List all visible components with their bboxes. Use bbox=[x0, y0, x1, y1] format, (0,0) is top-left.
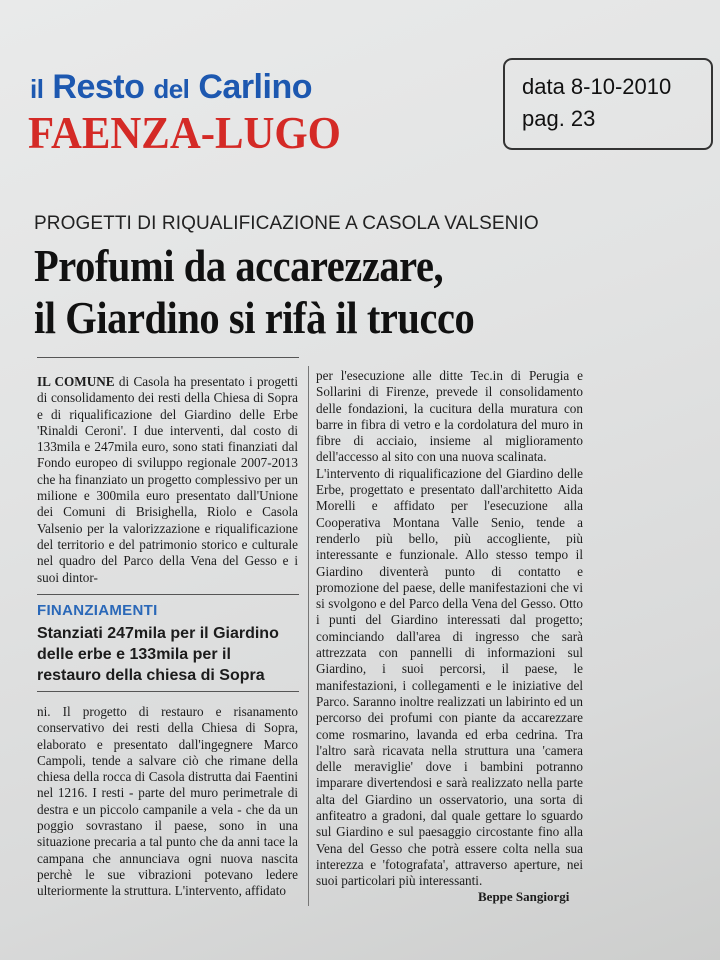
column-top-rule bbox=[37, 357, 299, 358]
masthead-name-1: Resto bbox=[52, 68, 145, 106]
column-1-continued-text: ni. Il progetto di restauro e risanamento conservativo dei resti della Chiesa di Sopra, elaborato e presentato dall'ingegnere Marco Campoli, tende a salvare ciò che rimane della chiesa della rocca di Casola distrutta dai Faentini nel 1216. I resti - parte del muro perimetrale di destra e un piccolo campanile a vela - che da un poggio sovrastano il paese, sono in una situazione precaria a tal punto che da anni tace la campana che annunciava ogni nuova nascita perchè le sue vibrazioni potevano ledere ulteriormente la struttura. L'intervento, affidato bbox=[37, 704, 298, 899]
masthead-prefix: il bbox=[30, 74, 44, 104]
box-bottom-rule bbox=[37, 691, 299, 692]
column-2-body bbox=[316, 368, 583, 890]
masthead-name-2: Carlino bbox=[198, 68, 312, 106]
masthead-title bbox=[30, 68, 312, 107]
box-title: FINANZIAMENTI bbox=[37, 602, 158, 619]
column-divider bbox=[308, 366, 309, 906]
stamp-page: pag. 23 bbox=[522, 106, 596, 131]
column-1-body bbox=[37, 374, 298, 586]
article-kicker: PROGETTI DI RIQUALIFICAZIONE A CASOLA VALSENIO bbox=[34, 213, 539, 234]
article-lead: IL COMUNE bbox=[37, 374, 115, 389]
stamp-date: data 8-10-2010 bbox=[522, 74, 672, 99]
headline-line-2: il Giardino si rifà il trucco bbox=[34, 292, 475, 343]
column-1-text: di Casola ha presentato i progetti di consolidamento dei resti della Chiesa di Sopra e di riqualificazione del Giardino delle Erbe 'Rinaldi Ceroni'. I due interventi, dal costo di 133mila e 247mila euro, sono stati finanziati dal Fondo europeo di sviluppo regionale 2007-2013 che ha finanziato un progetto complessivo per un milione e 300mila euro presentato dall'Unione dei Comuni di Brisighella, Riolo e Casola Valsenio per la valorizzazione e riqualificazione del territorio e del patrimonio storico e culturale nel quadro del Parco della Vena del Gesso e i suoi dintor- bbox=[37, 374, 298, 585]
headline-line-1: Profumi da accarezzare, bbox=[34, 240, 444, 291]
masthead-name-del: del bbox=[153, 74, 190, 104]
masthead-edition: FAENZA-LUGO bbox=[28, 107, 341, 158]
column-2-paragraph-2: L'intervento di riqualificazione del Giardino delle Erbe, progettato e presentato dall'architetto Aida Morelli e affidato per l'esecuzione alla Cooperativa Montana Valle Senio, tende a renderlo più bello, più accogliente, più interessante e funzionale. Allo stesso tempo il Giardino diventerà punto di contatto e promozione del paese, delle manifestazioni che vi si svolgono e del Parco della Vena del Gesso. Otto i punti del Giardino interessati dal progetto; cominciando dall'area di ingresso che sarà attrezzata con pannelli di informazioni sul Giardino, i suoi percorsi, il paese, le manifestazioni, i collegamenti e le iniziative del Parco. Saranno inoltre realizzati un labirinto ed un percorso dei profumi con piante da accarezzare come rosmarino, lavanda ed erba cedrina. Tra l'altro sarà ricavata nella struttura una 'camera delle meraviglie' dove i bambini potranno imparare divertendosi e sarà realizzato nella parte alta del Giardino un osservatorio, una sorta di anfiteatro a gradoni, dal quale gettare lo sguardo sul Giardino e sul paesaggio circostante fino alla Vena del Gesso che potrà essere colta nella sua interezza e 'fotografata', attraverso aperture, nei suoi particolari più interessanti. bbox=[316, 465, 583, 889]
box-text: Stanziati 247mila per il Giardino delle erbe e 133mila per il restauro della chiesa di Sopra bbox=[37, 625, 279, 684]
column-2-paragraph-1: per l'esecuzione alle ditte Tec.in di Perugia e Sollarini di Firenze, prevede il consolidamento delle fondazioni, la cucitura della muratura con barre in fibra di vetro e la cordolatura del muro in fibre di acciaio, insieme al miglioramento dell'accesso al sito con una nuova scalinata. bbox=[316, 368, 583, 465]
article-byline: Beppe Sangiorgi bbox=[478, 889, 570, 904]
column-1-continued bbox=[37, 704, 298, 900]
date-stamp bbox=[503, 58, 713, 150]
box-top-rule bbox=[37, 594, 299, 595]
article-headline bbox=[34, 240, 474, 344]
